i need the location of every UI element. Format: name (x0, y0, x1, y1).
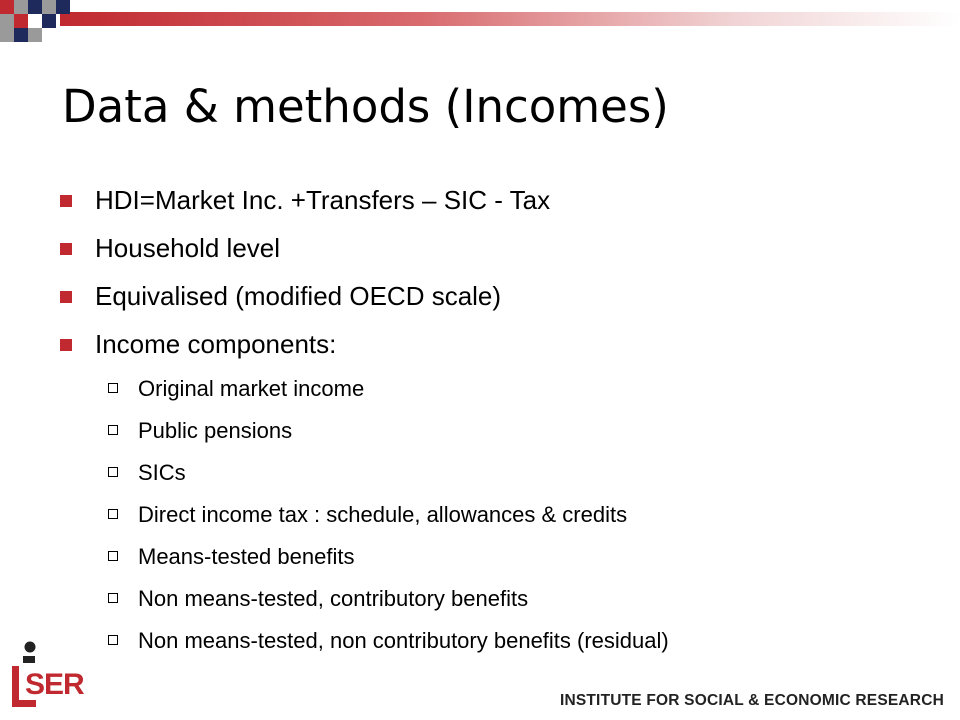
sub-bullet-text: Non means-tested, non contributory benefits (residual) (138, 628, 669, 653)
corner-square-navy-2 (56, 0, 70, 14)
corner-square-navy-4 (14, 28, 28, 42)
corner-square-red-1 (0, 0, 14, 14)
sub-bullet-text: SICs (138, 460, 186, 485)
sub-bullet-text: Means-tested benefits (138, 544, 355, 569)
corner-square-grey-1 (14, 0, 28, 14)
square-bullet-icon (60, 243, 72, 255)
bullet-item (60, 224, 669, 272)
bullet-item (60, 272, 669, 320)
sub-bullet-item (60, 620, 669, 662)
sub-bullet-item (60, 368, 669, 410)
slide-title: Data & methods (Incomes) (62, 80, 669, 133)
bullet-text: Household level (95, 233, 281, 263)
sub-bullet-text: Original market income (138, 376, 365, 401)
corner-square-navy-3 (42, 14, 56, 28)
sub-bullet-item (60, 578, 669, 620)
bullet-text: HDI=Market Inc. +Transfers – SIC - Tax (95, 185, 551, 215)
sub-bullet-text: Public pensions (138, 418, 293, 443)
corner-square-grey-2 (42, 0, 56, 14)
hollow-square-bullet-icon (108, 593, 118, 603)
bullet-list (60, 176, 669, 662)
sub-bullet-text: Direct income tax : schedule, allowances & credits (138, 502, 628, 527)
hollow-square-bullet-icon (108, 467, 118, 477)
sub-bullet-text: Non means-tested, contributory benefits (138, 586, 529, 611)
corner-square-navy-1 (28, 0, 42, 14)
corner-square-grey-5 (0, 28, 14, 42)
hollow-square-bullet-icon (108, 635, 118, 645)
corner-square-red-2 (14, 14, 28, 28)
hollow-square-bullet-icon (108, 509, 118, 519)
bullet-item (60, 320, 669, 368)
bullet-text: Income components: (95, 329, 337, 359)
sub-bullet-item (60, 494, 669, 536)
bullet-text: Equivalised (modified OECD scale) (95, 281, 502, 311)
bullet-item (60, 176, 669, 224)
corner-square-grey-3 (0, 14, 14, 28)
top-gradient-bar (60, 12, 960, 26)
sub-bullet-item (60, 452, 669, 494)
iser-logo-text: SER (25, 668, 84, 701)
sub-bullet-item (60, 536, 669, 578)
square-bullet-icon (60, 291, 72, 303)
hollow-square-bullet-icon (108, 551, 118, 561)
sub-bullet-item (60, 410, 669, 452)
corner-square-grey-4 (28, 28, 42, 42)
hollow-square-bullet-icon (108, 383, 118, 393)
institute-name: INSTITUTE FOR SOCIAL & ECONOMIC RESEARCH (559, 692, 944, 709)
hollow-square-bullet-icon (108, 425, 118, 435)
square-bullet-icon (60, 339, 72, 351)
square-bullet-icon (60, 195, 72, 207)
corner-decoration (0, 0, 960, 50)
